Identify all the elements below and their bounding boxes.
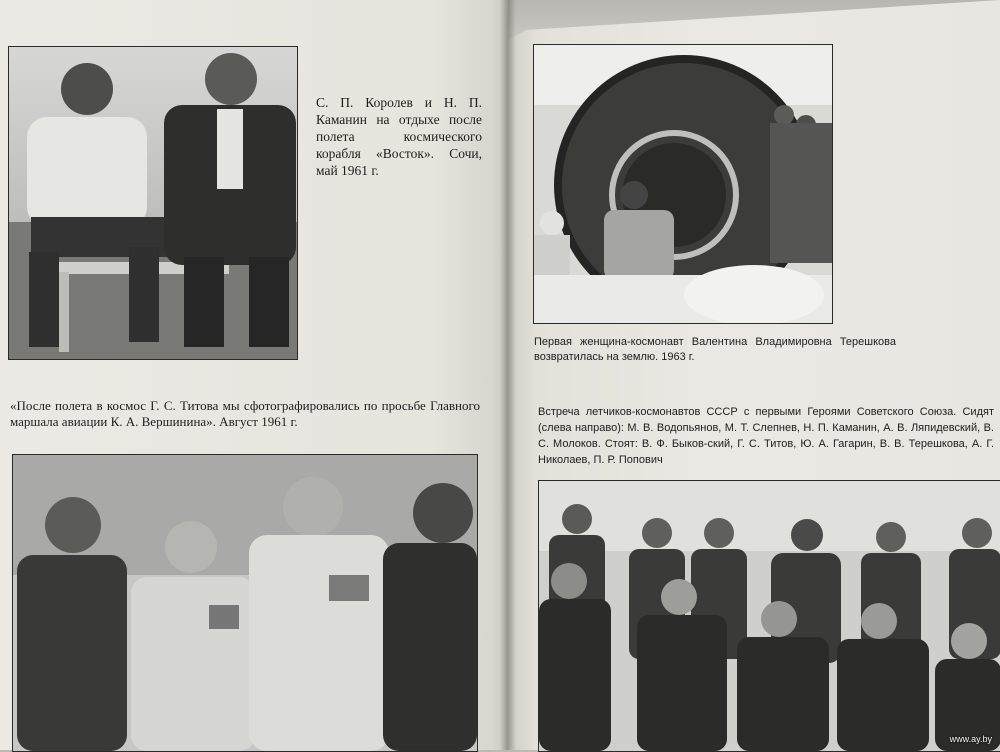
photo-officers-vershinin (12, 454, 478, 752)
watermark: www.ay.by (949, 734, 992, 744)
caption-tereshkova: Первая женщина-космонавт Валентина Владимировна Терешкова возвратилась на землю. 1963 г. (534, 336, 896, 363)
book-gutter (500, 0, 516, 750)
caption-titov-photo: «После полета в космос Г. С. Титова мы сфотографировались по просьбе Главного маршала авиации К. А. Вершинина». Август 1961 г. (10, 398, 480, 429)
caption-heroes-meeting: Встреча летчиков-космонавтов СССР с первыми Героями Советского Союза. Сидят (слева направо): М. В. Водопьянов, М. Т. Слепнев, Н. П. Каманин, А. В. Ляпидевский, В. С. Молоков. Стоят: В. Ф. Быков-ский, Г. С. Титов, Ю. А. Гагарин, В. В. Терешкова, А. Г. Николаев, П. Р. Попович (538, 406, 994, 466)
caption-korolev-kamanin: С. П. Королев и Н. П. Каманин на отдыхе после полета космического корабля «Восток». Сочи, май 1961 г. (316, 95, 482, 178)
photo-cosmonauts-heroes (538, 480, 1000, 752)
photo-korolev-kamanin (8, 46, 298, 360)
photo-vostok-capsule (533, 44, 833, 324)
